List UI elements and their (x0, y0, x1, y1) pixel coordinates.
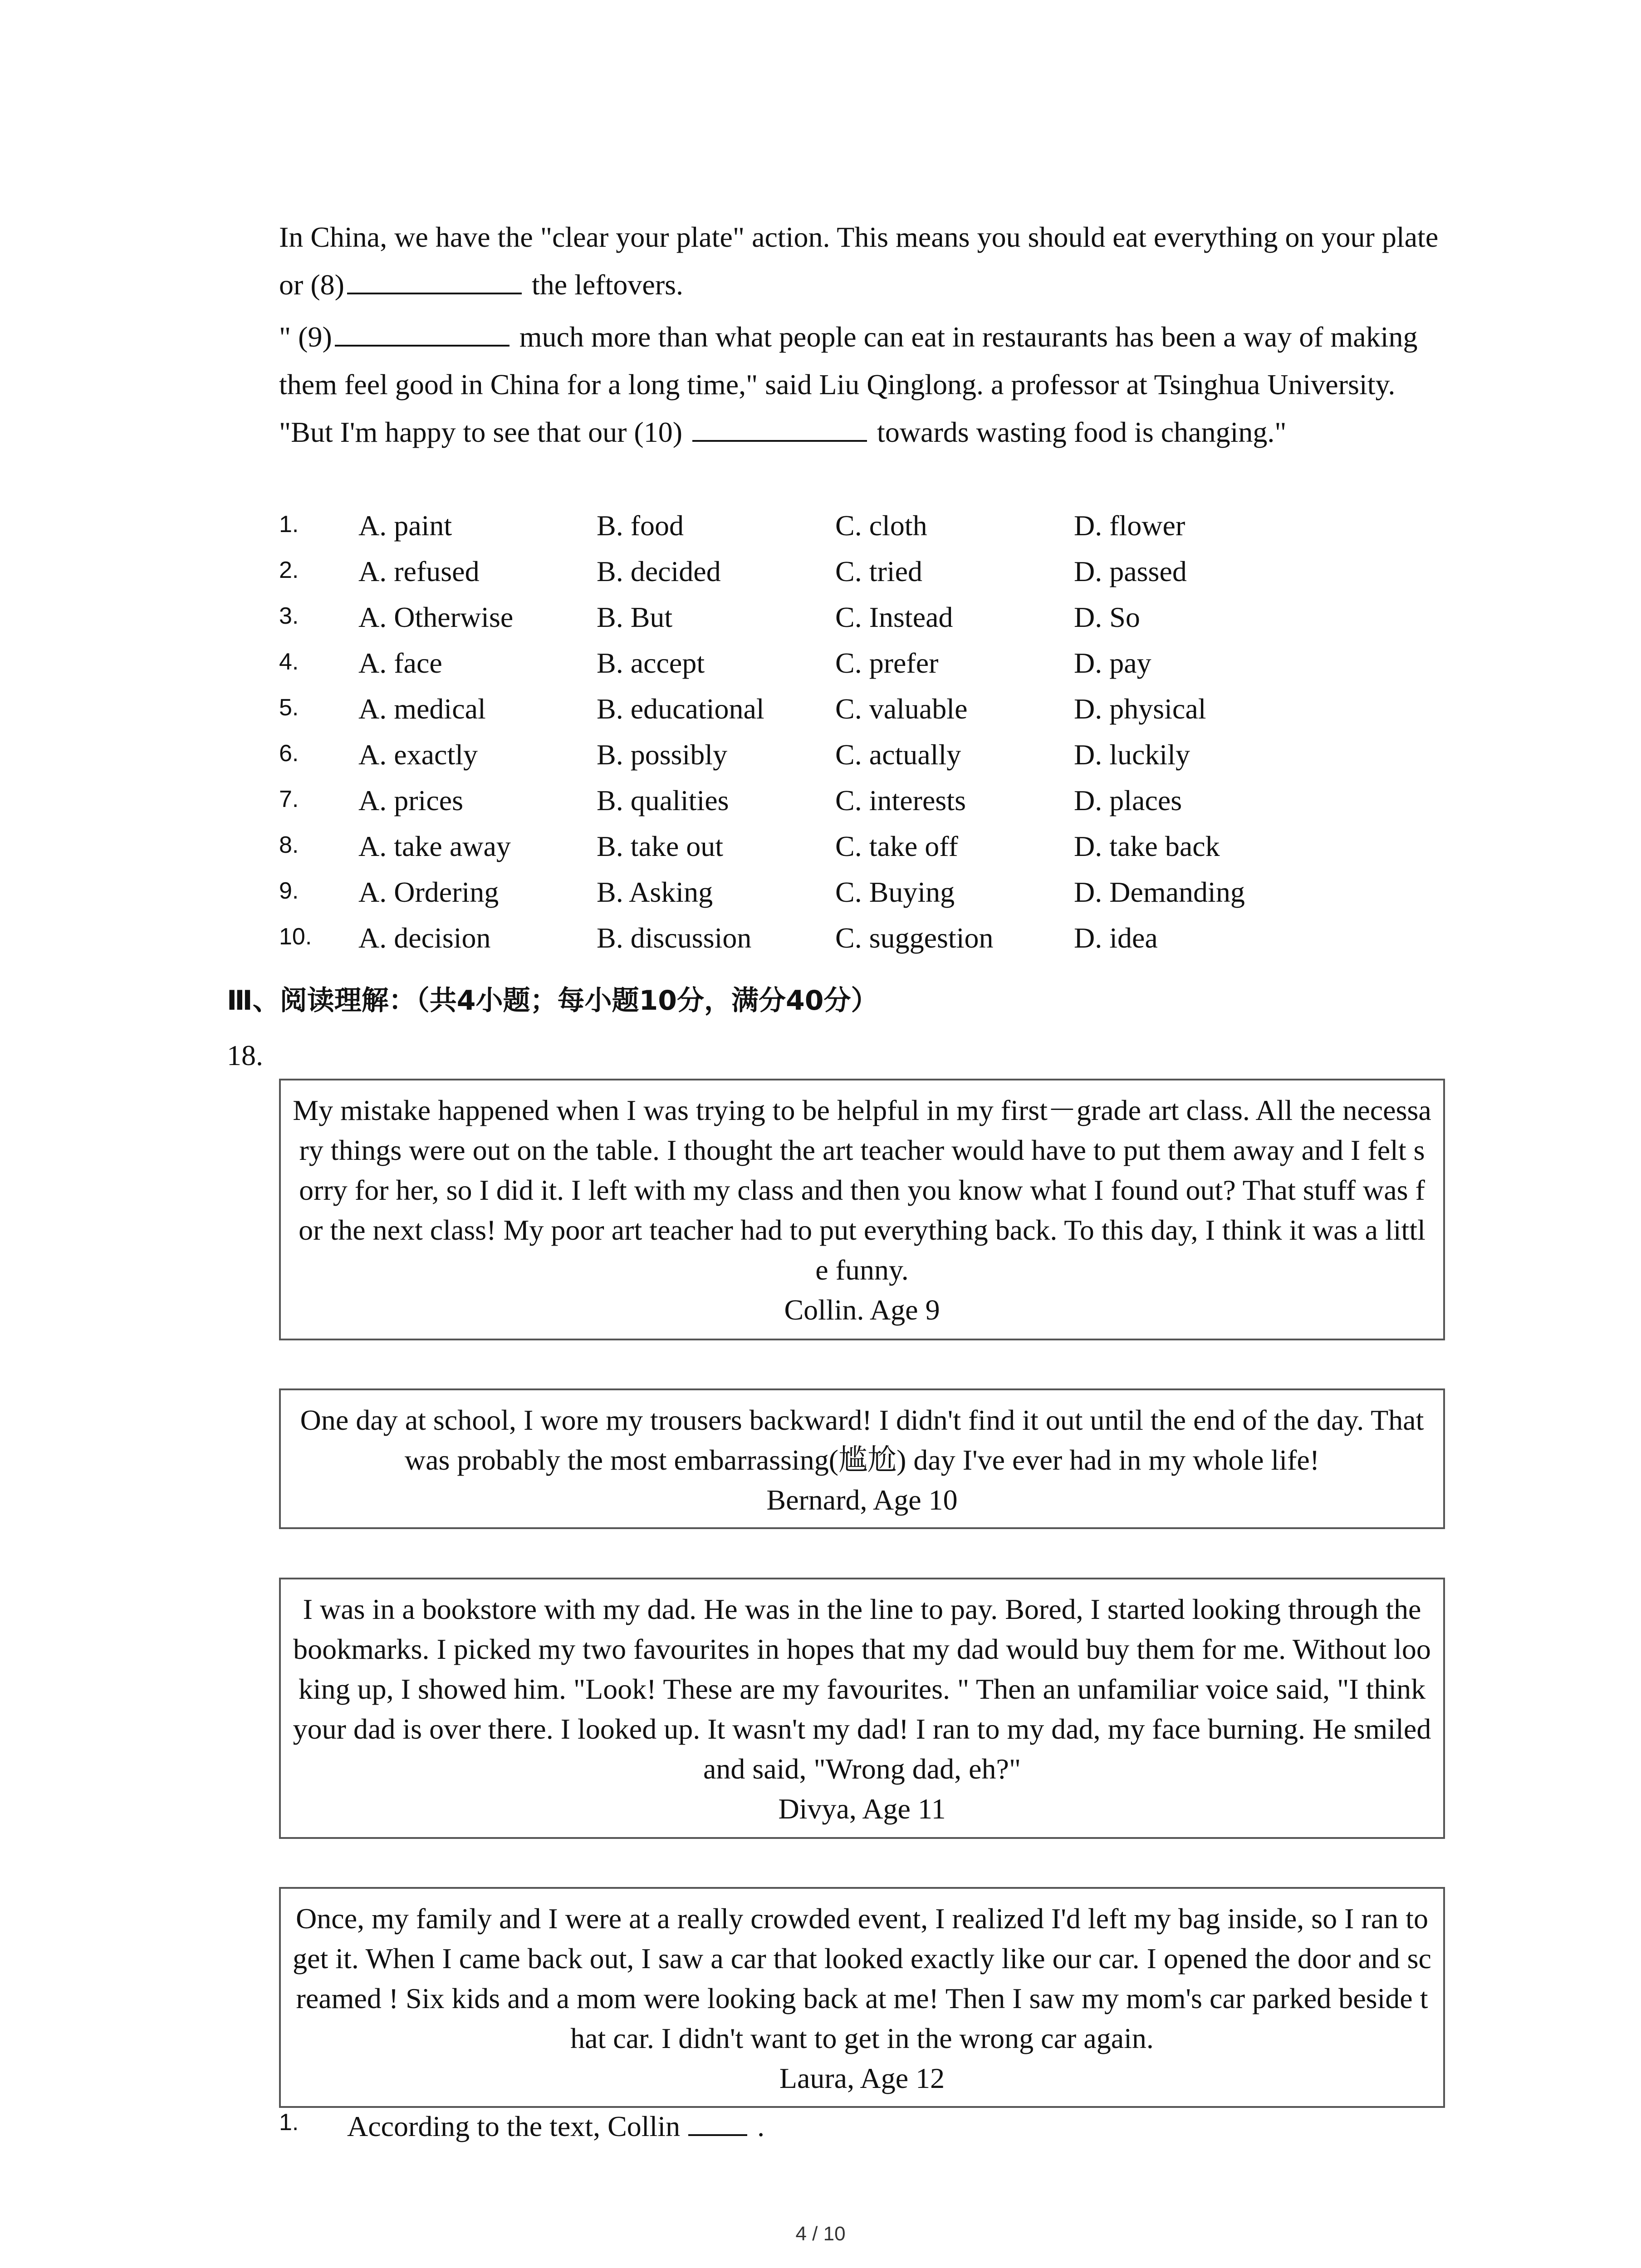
option-row (279, 601, 1459, 646)
answer-blank-8 (347, 265, 522, 294)
page-number: 4 / 10 (795, 2223, 846, 2245)
option-row (279, 692, 1459, 738)
option-d: D. take back (1074, 830, 1220, 862)
option-b: B. Asking (597, 876, 713, 908)
story-author: Collin. Age 9 (784, 1294, 940, 1326)
option-a: A. take away (358, 830, 511, 862)
option-d: D. Demanding (1074, 876, 1245, 908)
option-c: C. cloth (835, 509, 927, 542)
option-b: B. take out (597, 830, 724, 862)
option-c: C. tried (835, 555, 922, 587)
option-b: B. discussion (597, 922, 752, 954)
option-a: A. prices (358, 784, 464, 816)
option-row (279, 738, 1459, 783)
option-a: A. refused (358, 555, 480, 587)
option-row (279, 555, 1459, 600)
sub-question-text-end: . (750, 2110, 765, 2142)
option-b: B. But (597, 601, 673, 633)
option-d: D. So (1074, 601, 1140, 633)
option-c: C. suggestion (835, 922, 994, 954)
option-d: D. idea (1074, 922, 1158, 954)
option-number: 10. (279, 924, 312, 950)
story-author: Laura, Age 12 (779, 2062, 945, 2094)
option-number: 3. (279, 603, 299, 629)
option-b: B. qualities (597, 784, 729, 816)
option-c: C. take off (835, 830, 958, 862)
sub-question (279, 2107, 1413, 2152)
option-row (279, 646, 1459, 692)
option-a: A. decision (358, 922, 491, 954)
passage-text: In China, we have the "clear your plate" action. This means you should eat everything on your plate or (8) (279, 221, 1439, 301)
story-text: Once, my family and I were at a really crowded event, I realized I'd left my bag inside, so I ran to get it. When I came back out, I saw a car that looked exactly like our car. I opened the door and screamed ! Six kids and a mom were looking back at me! Then I saw my mom's car parked beside that car. I didn't want to get in the wrong car again. (293, 1902, 1431, 2054)
option-b: B. possibly (597, 738, 728, 771)
option-a: A. Ordering (358, 876, 499, 908)
option-number: 7. (279, 786, 299, 812)
option-number: 6. (279, 740, 299, 767)
story-box-bernard (279, 1388, 1445, 1529)
option-row (279, 784, 1459, 829)
option-c: C. Instead (835, 601, 953, 633)
option-a: A. paint (358, 509, 452, 542)
passage-text: much more than what people can eat in restaurants has been a way of making them feel good in China for a long time," said Liu Qinglong. a professor at Tsinghua University. "But I'm happy to see that our (10) (279, 321, 1418, 448)
passage-text: " (9) (279, 321, 332, 353)
option-row (279, 875, 1459, 921)
option-d: D. pay (1074, 647, 1151, 679)
option-d: D. passed (1074, 555, 1187, 587)
option-a: A. medical (358, 693, 486, 725)
answer-blank-10 (692, 413, 867, 442)
passage-paragraph-1 (279, 213, 1450, 308)
option-d: D. flower (1074, 509, 1185, 542)
option-b: B. accept (597, 647, 705, 679)
story-box-laura (279, 1887, 1445, 2108)
option-c: C. valuable (835, 693, 968, 725)
option-c: C. interests (835, 784, 966, 816)
option-number: 4. (279, 649, 299, 675)
sub-question-text: According to the text, Collin (347, 2110, 681, 2142)
passage-text: the leftovers. (524, 269, 684, 301)
option-number: 5. (279, 694, 299, 721)
option-number: 8. (279, 832, 299, 858)
option-d: D. physical (1074, 693, 1206, 725)
story-text: One day at school, I wore my trousers backward! I didn't find it out until the end of the day. That was probably the most embarrassing(尴尬) day I've ever had in my whole life! (300, 1404, 1424, 1476)
option-b: B. decided (597, 555, 721, 587)
option-a: A. exactly (358, 738, 478, 771)
option-a: A. face (358, 647, 442, 679)
question-number: 18. (227, 1039, 263, 1071)
option-number: 1. (279, 511, 299, 538)
option-d: D. luckily (1074, 738, 1190, 771)
option-c: C. actually (835, 738, 961, 771)
answer-blank (688, 2107, 747, 2136)
story-box-divya (279, 1578, 1445, 1839)
option-c: C. Buying (835, 876, 955, 908)
option-number: 2. (279, 557, 299, 583)
story-author: Divya, Age 11 (778, 1793, 946, 1825)
option-row (279, 921, 1459, 967)
option-row (279, 509, 1459, 554)
answer-blank-9 (335, 318, 509, 347)
passage-text: towards wasting food is changing." (870, 416, 1287, 448)
story-box-collin (279, 1079, 1445, 1340)
option-row (279, 830, 1459, 875)
story-text: My mistake happened when I was trying to be helpful in my first－grade art class. All the necessary things were out on the table. I thought the art teacher would have to put them away and I felt sorry for her, so I did it. I left with my class and then you know what I found out? That stuff was for the next class! My poor art teacher had to put everything back. To this day, I think it was a little funny. (293, 1094, 1431, 1286)
passage-paragraph-2 (279, 313, 1450, 456)
option-a: A. Otherwise (358, 601, 514, 633)
section-heading: Ⅲ、阅读理解：（共4小题；每小题10分，满分40分） (227, 985, 878, 1017)
option-number: 9. (279, 878, 299, 904)
option-b: B. educational (597, 693, 764, 725)
option-b: B. food (597, 509, 684, 542)
sub-question-number: 1. (279, 2109, 299, 2136)
option-d: D. places (1074, 784, 1182, 816)
option-c: C. prefer (835, 647, 939, 679)
story-text: I was in a bookstore with my dad. He was in the line to pay. Bored, I started looking through the bookmarks. I picked my two favourites in hopes that my dad would buy them for me. Without looking up, I showed him. "Look! These are my favourites. " Then an unfamiliar voice said, "I think your dad is over there. I looked up. It wasn't my dad! I ran to my dad, my face burning. He smiled and said, "Wrong dad, eh?" (293, 1593, 1431, 1785)
story-author: Bernard, Age 10 (766, 1484, 958, 1516)
